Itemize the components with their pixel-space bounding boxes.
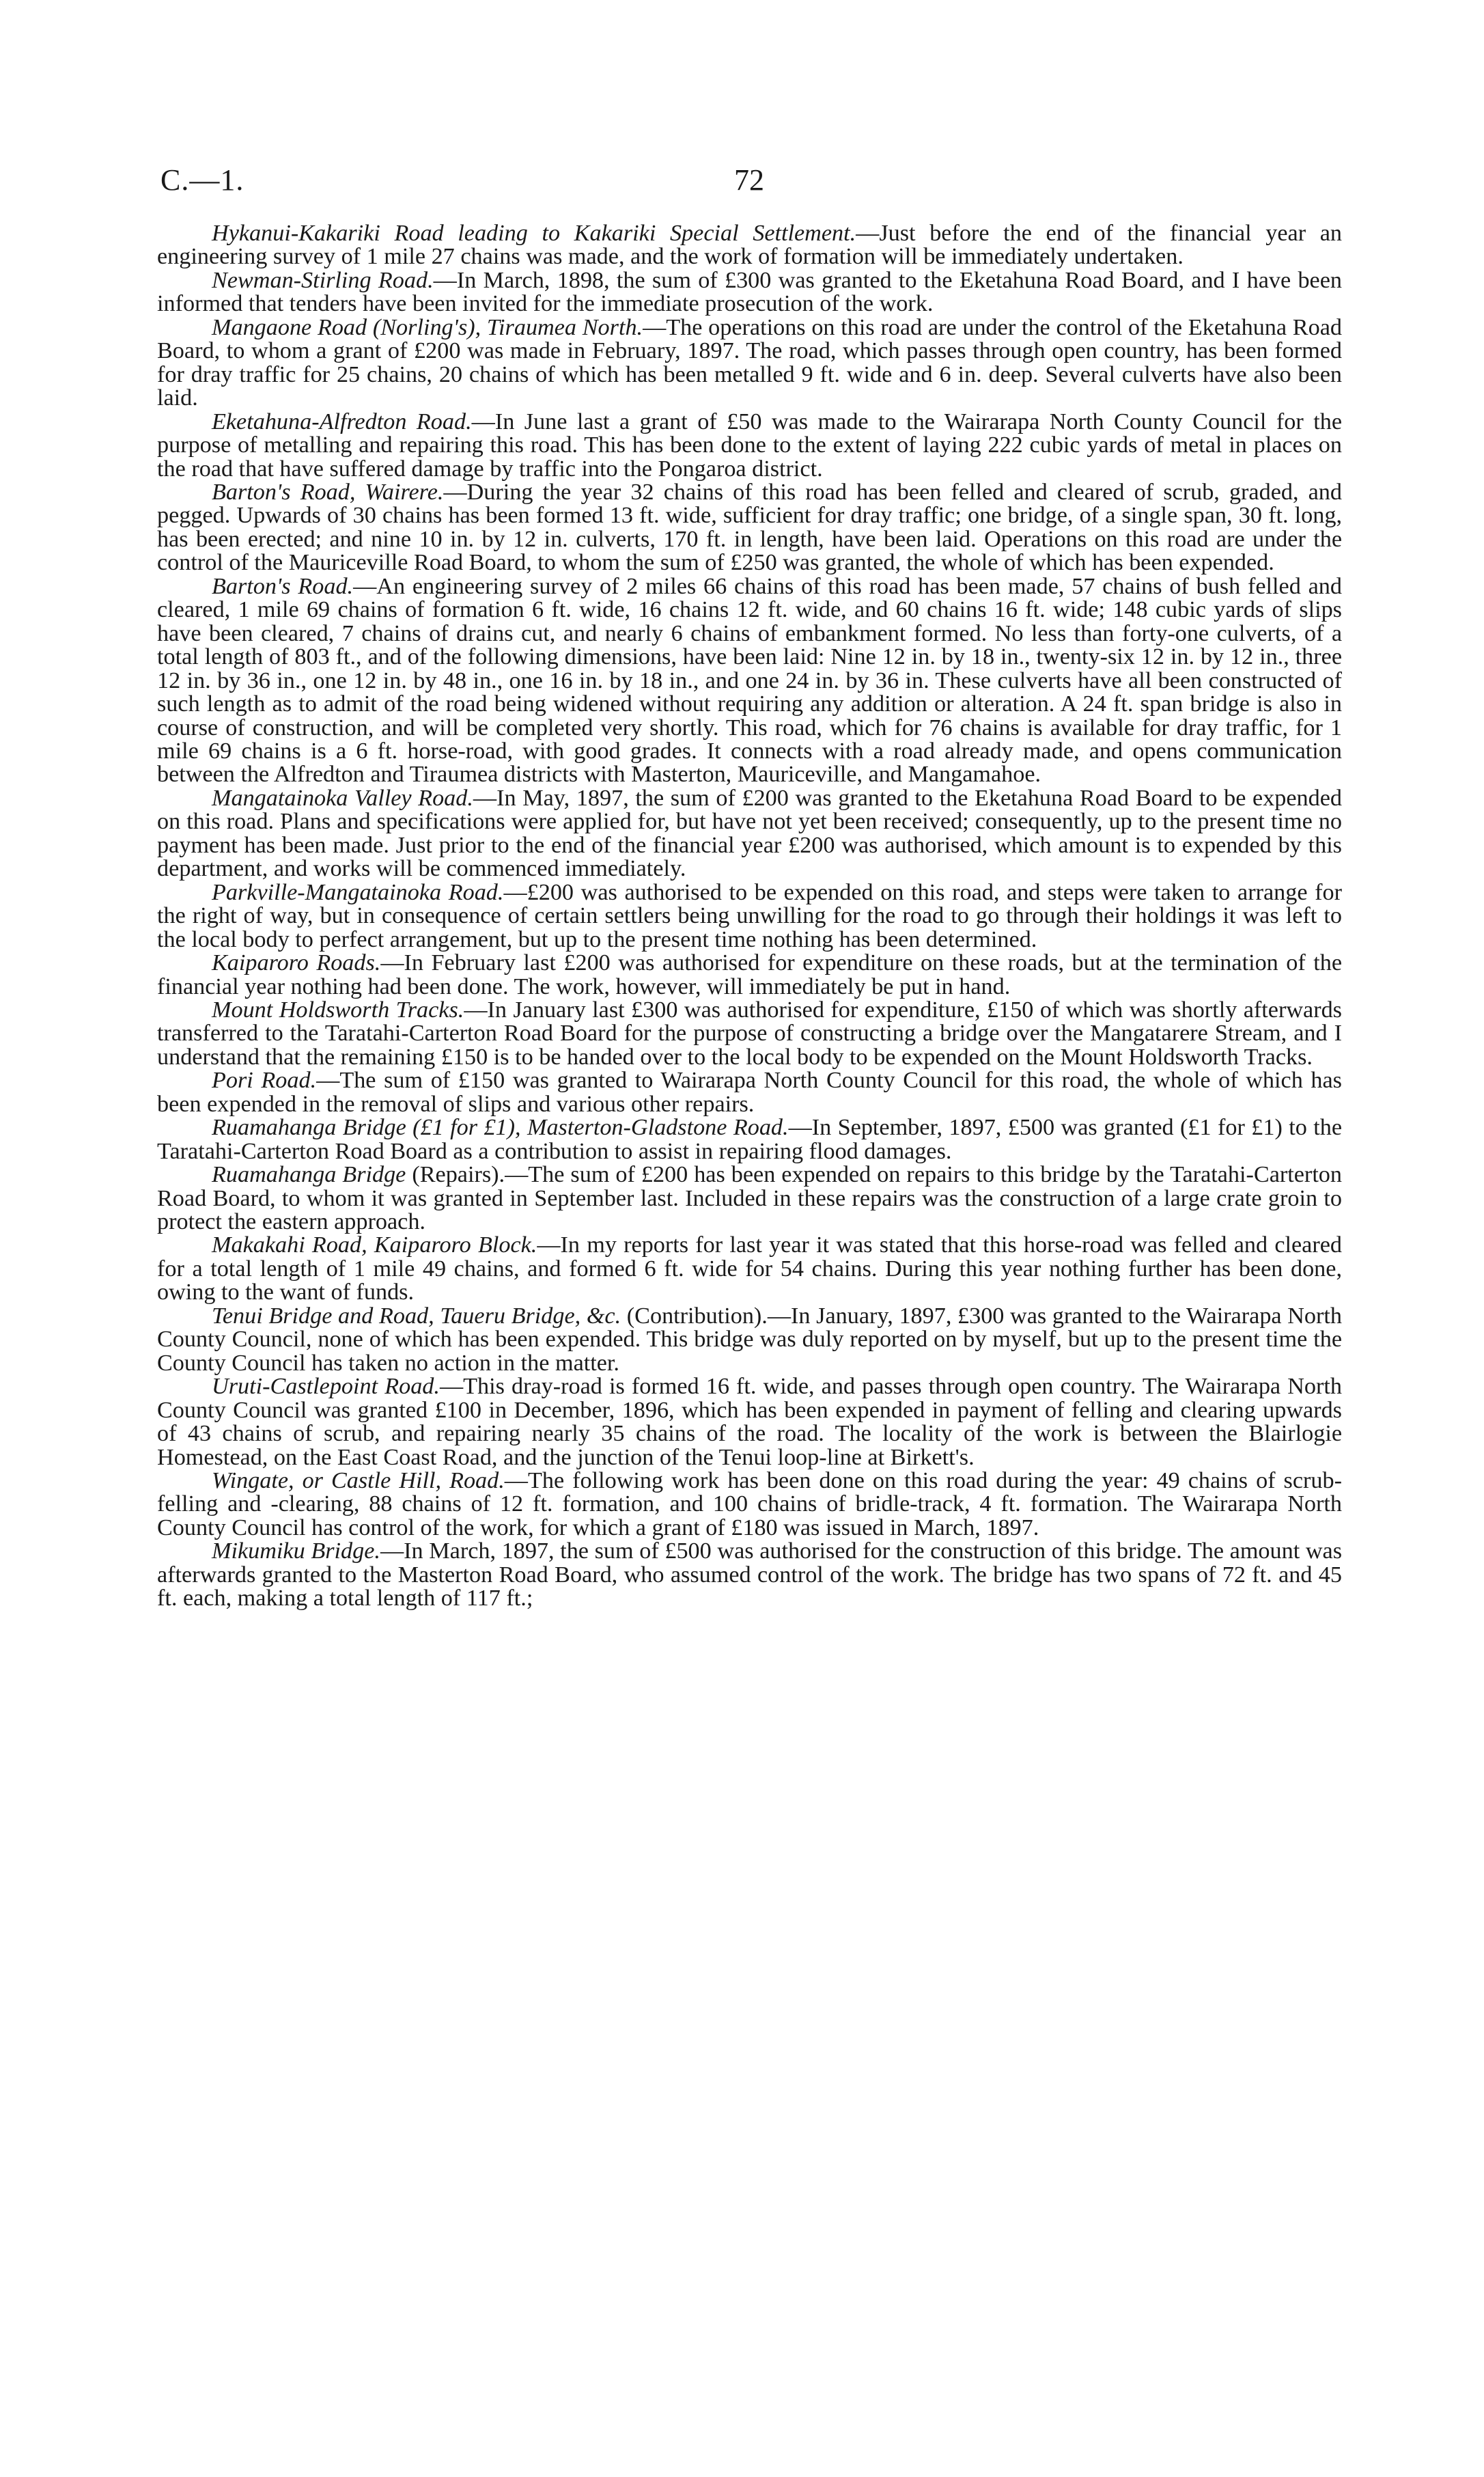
paragraph-text: —In January last £300 was authorised for expenditure, £150 of which was shortly afterwards transferred to the Taratahi-Carterton Road Board for the purpose of constructing a bridge over the Mangatarere Stream, and I understand that the remaining £150 is to be handed over to the local body to be expended on the Mount Holdsworth Tracks.: [157, 997, 1342, 1070]
paragraph-title: Mikumiku Bridge.: [212, 1538, 380, 1564]
paragraph-title: Eketahuna-Alfredton Road.: [212, 409, 472, 434]
paragraph: [157, 1234, 1342, 1304]
paragraph-text: —In March, 1898, the sum of £300 was granted to the Eketahuna Road Board, and I have been informed that tenders have been invited for the immediate prosecution of the work.: [157, 267, 1342, 317]
paragraph: [157, 952, 1342, 999]
paragraph-title: Parkville-Mangatainoka Road.: [212, 879, 504, 905]
paragraph-text: —Just before the end of the financial year an engineering survey of 1 mile 27 chains was made, and the work of formation will be immediately undertaken.: [157, 221, 1343, 270]
paragraph: [157, 881, 1342, 952]
paragraph-text: —In May, 1897, the sum of £200 was granted to the Eketahuna Road Board to be expended on this road. Plans and specifications were applied for, but have not yet been received; consequently, up to the present time no payment has been made. Just prior to the end of the financial year £200 was authorised, which amount is to expended by this department, and works will be commenced immediately.: [157, 785, 1342, 882]
paragraph-title: Uruti-Castlepoint Road.: [212, 1374, 440, 1400]
paragraph-title: Kaiparoro Roads.: [212, 950, 381, 976]
paragraph: [157, 269, 1342, 316]
paragraph-text: —In my reports for last year it was stated that this horse-road was felled and cleared for a total length of 1 mile 49 chains, and formed 6 ft. wide for 54 chains. During this year nothing further has been done, owing to the want of funds.: [157, 1232, 1342, 1305]
paragraph-text: —In February last £200 was authorised for expenditure on these roads, but at the termination of the financial year nothing had been done. The work, however, will immediately be put in hand.: [157, 950, 1342, 999]
paragraph-title: Pori Road.: [212, 1068, 317, 1094]
paragraph-text: —In September, 1897, £500 was granted (£1 for £1) to the Taratahi-Carterton Road Board as a contribution to assist in repairing flood damages.: [157, 1115, 1342, 1164]
paragraph: [157, 1116, 1342, 1163]
paragraph-title: Hykanui-Kakariki Road leading to Kakariki Special Settlement.: [212, 221, 856, 246]
paragraph-text: (Repairs).—The sum of £200 has been expended on repairs to this bridge by the Taratahi-Carterton Road Board, to whom it was granted in September last. Included in these repairs was the construction of a large crate groin to protect the eastern approach.: [157, 1162, 1342, 1235]
paragraph-title: Barton's Road.: [212, 573, 354, 599]
paragraph-text: —The operations on this road are under the control of the Eketahuna Road Board, to whom a grant of £200 was made in February, 1897. The road, which passes through open country, has been formed for dray traffic for 25 chains, 20 chains of which has been metalled 9 ft. wide and 6 in. deep. Several culverts have also been laid.: [157, 314, 1342, 411]
paragraph-title: Tenui Bridge and Road, Taueru Bridge, &c.: [212, 1303, 621, 1329]
body-text: [157, 222, 1342, 1611]
paragraph-title: Ruamahanga Bridge: [212, 1162, 406, 1188]
page-number: 72: [734, 163, 764, 197]
paragraph-title: Wingate, or Castle Hill, Road.: [212, 1468, 505, 1494]
paragraph: [157, 1305, 1342, 1375]
paragraph: [157, 575, 1342, 787]
paragraph-title: Ruamahanga Bridge (£1 for £1), Masterton-Gladstone Road.: [212, 1115, 789, 1141]
paragraph-text: —The sum of £150 was granted to Wairarapa North County Council for this road, the whole of which has been expended in the removal of slips and various other repairs.: [157, 1068, 1342, 1117]
paragraph-text: —This dray-road is formed 16 ft. wide, and passes through open country. The Wairarapa North County Council was granted £100 in December, 1896, which has been expended in payment of felling and clearing upwards of 43 chains of scrub, and repairing nearly 35 chains of the road. The locality of the work is between the Blairlogie Homestead, on the East Coast Road, and the junction of the Tenui loop-line at Birkett's.: [157, 1374, 1342, 1470]
paragraph-title: Newman-Stirling Road.: [212, 267, 434, 293]
page-header: [160, 163, 1342, 210]
paragraph-text: —£200 was authorised to be expended on this road, and steps were taken to arrange for the right of way, but in consequence of certain settlers being unwilling for the road to go through their holdings it was left to the local body to perfect arrangement, but up to the present time nothing has been determined.: [157, 879, 1342, 952]
paragraph-text: (Contribution).—In January, 1897, £300 was granted to the Wairarapa North County Council, none of which has been expended. This bridge was duly reported on by myself, but up to the present time the County Council has taken no action in the matter.: [157, 1303, 1342, 1376]
paragraph: [157, 222, 1342, 269]
paragraph-title: Makakahi Road, Kaiparoro Block.: [212, 1232, 537, 1258]
paragraph: [157, 1540, 1342, 1610]
paragraph: [157, 316, 1342, 411]
paragraph-text: —An engineering survey of 2 miles 66 chains of this road has been made, 57 chains of bush felled and cleared, 1 mile 69 chains of formation 6 ft. wide, 16 chains 12 ft. wide, and 60 chains 16 ft. wide; 148 cubic yards of slips have been cleared, 7 chains of drains cut, and nearly 6 chains of embankment formed. No less than forty-one culverts, of a total length of 803 ft., and of the following dimensions, have been laid: Nine 12 in. by 18 in., twenty-six 12 in. by 12 in., three 12 in. by 36 in., one 12 in. by 48 in., one 16 in. by 18 in., and one 24 in. by 36 in. These culverts have all been constructed of such length as to admit of the road being widened without requiring any addition or alteration. A 24 ft. span bridge is also in course of construction, and will be completed very shortly. This road, which for 76 chains is available for dray traffic, for 1 mile 69 chains is a 6 ft. horse-road, with good grades. It connects with a road already made, and opens communication between the Alfredton and Tiraumea districts with Masterton, Mauriceville, and Mangamahoe.: [157, 573, 1342, 788]
paragraph: [157, 1375, 1342, 1469]
document-reference: C.—1.: [160, 163, 244, 197]
paragraph: [157, 999, 1342, 1069]
paragraph: [157, 1469, 1342, 1540]
paragraph-text: —During the year 32 chains of this road has been felled and cleared of scrub, graded, and pegged. Upwards of 30 chains has been formed 13 ft. wide, sufficient for dray traffic; one bridge, of a single span, 30 ft. long, has been erected; and nine 10 in. by 12 in. culverts, 170 ft. in length, have been laid. Operations on this road are under the control of the Mauriceville Road Board, to whom the sum of £250 was granted, the whole of which has been expended.: [157, 479, 1342, 576]
paragraph-text: —The following work has been done on this road during the year: 49 chains of scrub-felling and -clearing, 88 chains of 12 ft. formation, and 100 chains of bridle-track, 4 ft. formation. The Wairarapa North County Council has control of the work, for which a grant of £180 was issued in March, 1897.: [157, 1468, 1342, 1540]
paragraph-text: —In June last a grant of £50 was made to the Wairarapa North County Council for the purpose of metalling and repairing this road. This has been done to the extent of laying 222 cubic yards of metal in places on the road that have suffered damage by traffic into the Pongaroa district.: [157, 409, 1342, 482]
paragraph: [157, 411, 1342, 481]
paragraph: [157, 1069, 1342, 1116]
paragraph-title: Mangaone Road (Norling's), Tiraumea North.: [212, 314, 643, 340]
paragraph-text: —In March, 1897, the sum of £500 was authorised for the construction of this bridge. The amount was afterwards granted to the Masterton Road Board, who assumed control of the work. The bridge has two spans of 72 ft. and 45 ft. each, making a total length of 117 ft.;: [157, 1538, 1342, 1611]
paragraph: [157, 787, 1342, 881]
paragraph-title: Barton's Road, Wairere.: [212, 479, 444, 505]
paragraph: [157, 481, 1342, 575]
paragraph-title: Mount Holdsworth Tracks.: [212, 997, 464, 1023]
paragraph: [157, 1163, 1342, 1234]
paragraph-title: Mangatainoka Valley Road.: [212, 785, 473, 811]
